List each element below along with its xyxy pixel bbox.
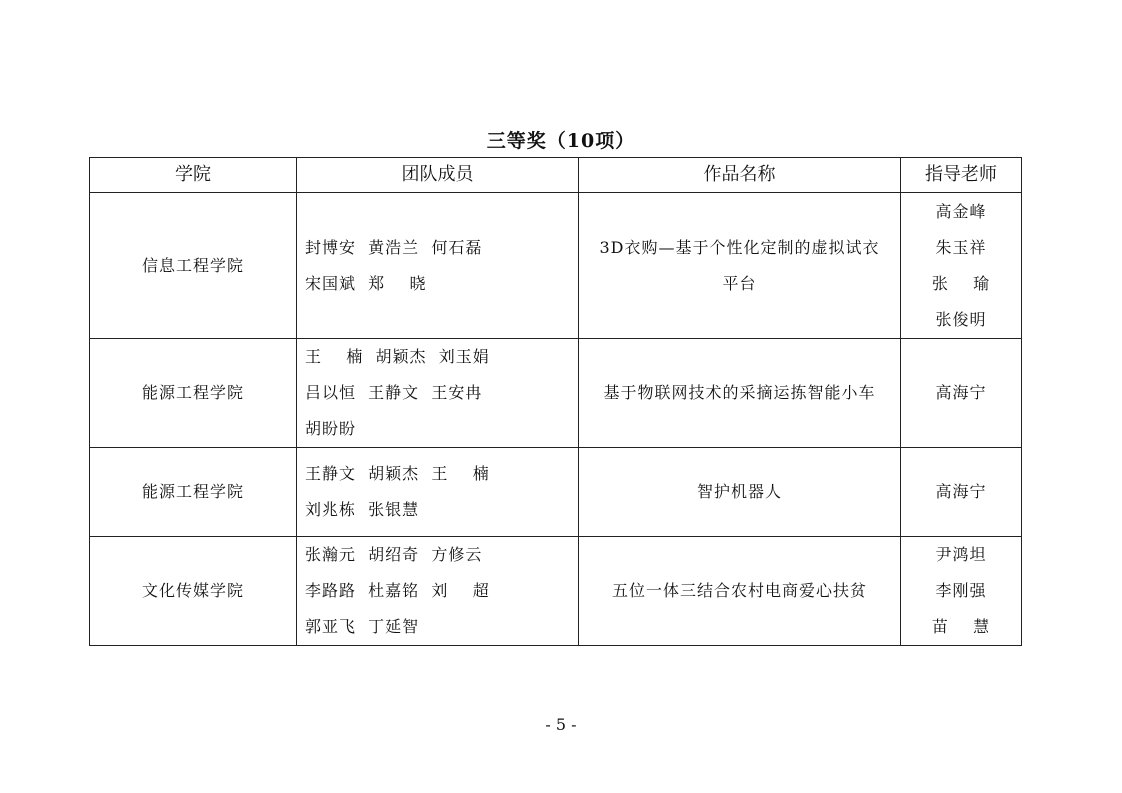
table-row <box>90 339 1022 448</box>
advisor-name: 张 瑜 <box>931 273 991 293</box>
college-name: 文化传媒学院 <box>141 581 244 600</box>
member-line: 郭亚飞 丁延智 <box>305 617 420 636</box>
college-cell <box>90 537 297 646</box>
advisors-cell <box>901 339 1022 448</box>
advisor-name: 朱玉祥 <box>935 237 987 257</box>
member-line: 王 楠 胡颖杰 刘玉娟 <box>305 347 490 366</box>
advisors-cell <box>901 193 1022 339</box>
members-cell <box>297 537 579 646</box>
header-college: 学院 <box>90 158 297 193</box>
member-line: 吕以恒 王静文 王安冉 <box>305 383 483 402</box>
table-row <box>90 537 1022 646</box>
member-line: 胡盼盼 <box>305 419 357 438</box>
advisor-name: 苗 慧 <box>931 617 991 636</box>
members-cell <box>297 448 579 537</box>
project-cell <box>579 537 901 646</box>
advisor-name: 张俊明 <box>935 309 987 329</box>
college-cell <box>90 339 297 448</box>
page-number: - 5 - <box>545 715 577 734</box>
project-line: 智护机器人 <box>696 482 782 501</box>
project-cell <box>579 339 901 448</box>
member-line: 刘兆栋 张银慧 <box>305 500 420 519</box>
project-line: 平台 <box>722 273 757 293</box>
project-line: 五位一体三结合农村电商爱心扶贫 <box>611 581 867 600</box>
project-line: 3D衣购—基于个性化定制的虚拟试衣 <box>599 237 880 257</box>
project-cell <box>579 193 901 339</box>
college-cell <box>90 448 297 537</box>
advisor-name: 高金峰 <box>935 201 987 221</box>
advisor-name: 高海宁 <box>935 482 987 501</box>
page-title: 三等奖（10项） <box>486 130 636 152</box>
advisor-name: 尹鸿坦 <box>935 545 987 564</box>
header-advisors: 指导老师 <box>901 158 1022 193</box>
members-cell <box>297 339 579 448</box>
member-line: 宋国斌 郑 晓 <box>305 273 427 293</box>
college-name: 信息工程学院 <box>141 255 244 275</box>
header-project: 作品名称 <box>579 158 901 193</box>
project-cell <box>579 448 901 537</box>
table-row <box>90 193 1022 339</box>
member-line: 封博安 黄浩兰 何石磊 <box>305 237 483 257</box>
advisor-name: 高海宁 <box>935 383 987 402</box>
member-line: 王静文 胡颖杰 王 楠 <box>305 464 490 483</box>
members-cell <box>297 193 579 339</box>
college-name: 能源工程学院 <box>141 482 244 501</box>
advisor-name: 李刚强 <box>935 581 987 600</box>
table-row <box>90 448 1022 537</box>
advisors-cell <box>901 448 1022 537</box>
member-line: 张瀚元 胡绍奇 方修云 <box>305 545 483 564</box>
college-cell <box>90 193 297 339</box>
awards-table <box>89 157 1022 646</box>
table-header-row <box>90 158 1022 193</box>
advisors-cell <box>901 537 1022 646</box>
project-line: 基于物联网技术的采摘运拣智能小车 <box>603 383 876 402</box>
member-line: 李路路 杜嘉铭 刘 超 <box>305 581 490 600</box>
college-name: 能源工程学院 <box>141 383 244 402</box>
header-members: 团队成员 <box>297 158 579 193</box>
